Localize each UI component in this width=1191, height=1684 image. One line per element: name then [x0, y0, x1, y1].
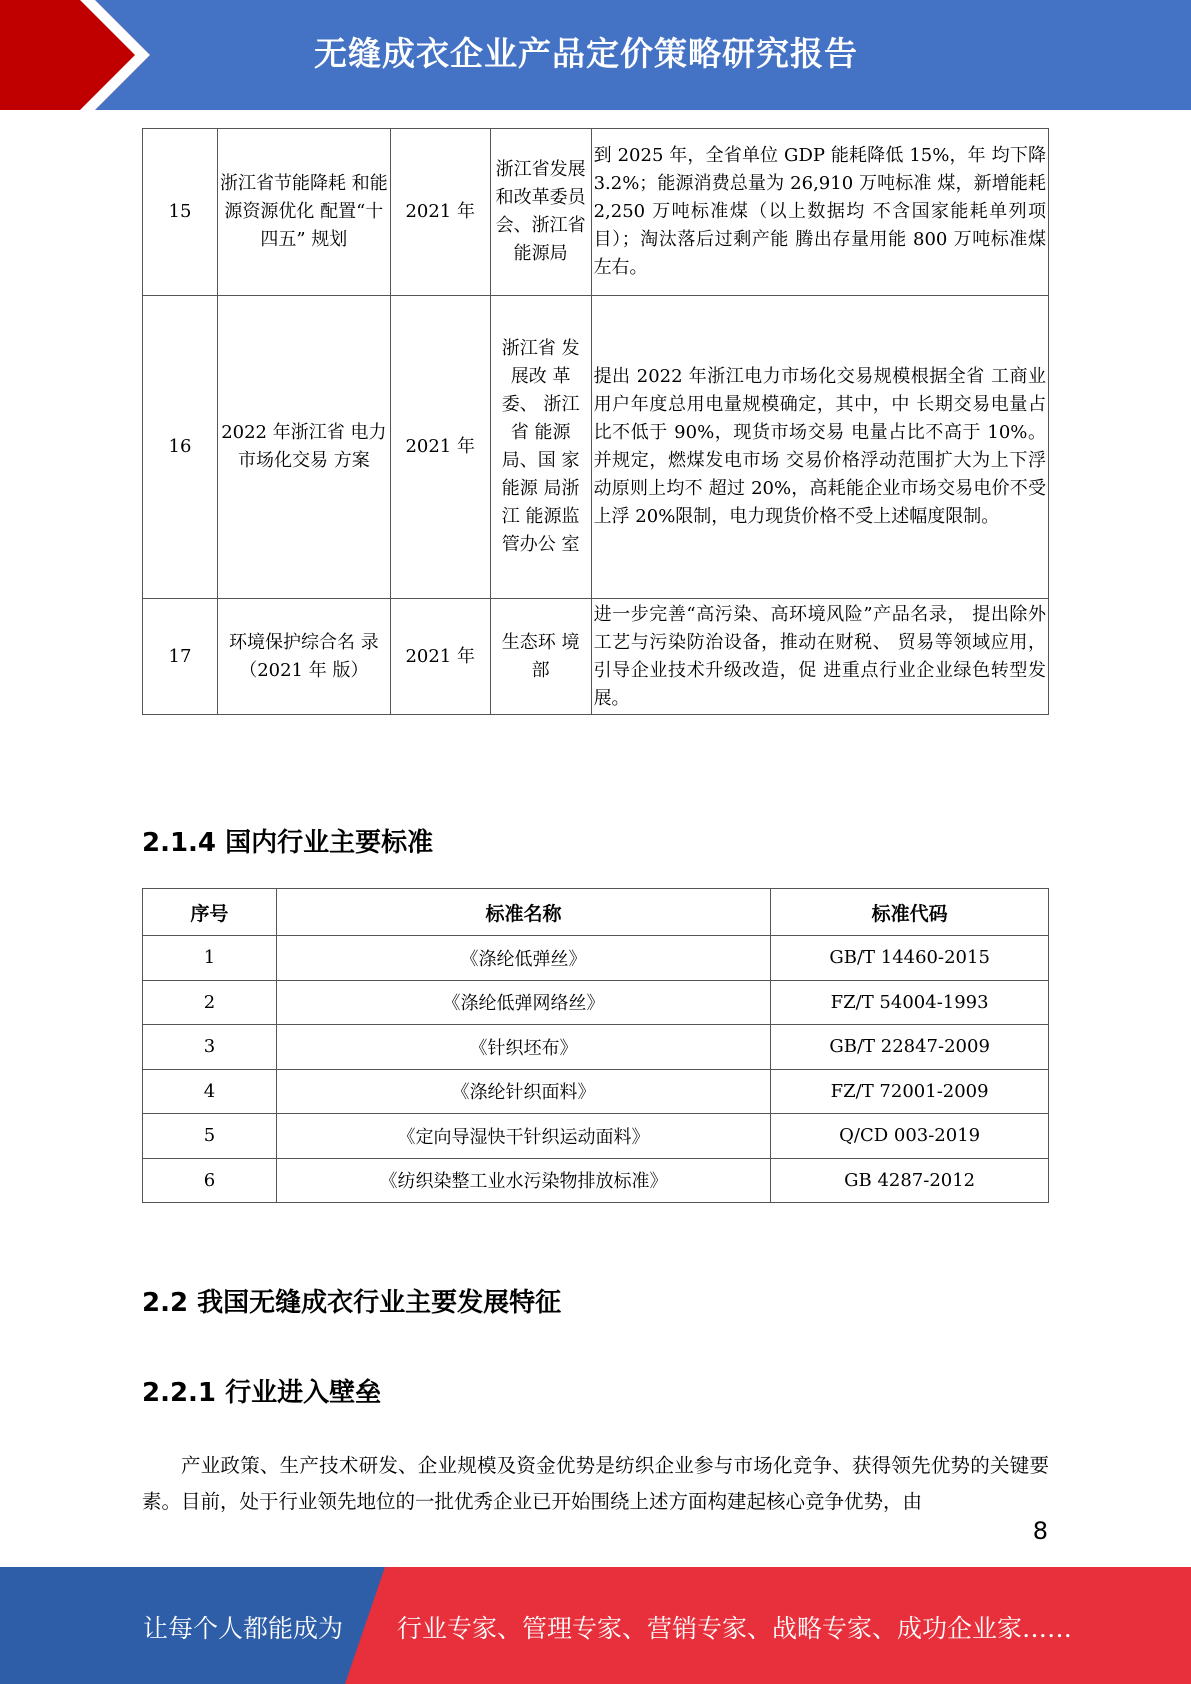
table-row: [143, 1025, 1049, 1070]
column-header-code: 标准代码: [771, 889, 1049, 936]
standard-code: FZ/T 72001-2009: [771, 1069, 1049, 1114]
standard-name: 《纺织染整工业水污染物排放标准》: [276, 1158, 770, 1203]
standard-code: FZ/T 54004-1993: [771, 980, 1049, 1025]
standard-name: 《涤纶低弹网络丝》: [276, 980, 770, 1025]
standard-number: 6: [143, 1158, 277, 1203]
page-number: 8: [1032, 1517, 1048, 1545]
policy-content: 到 2025 年，全省单位 GDP 能耗降低 15%，年 均下降 3.2%；能源消费总量为 26,910 万吨标准 煤，新增能耗 2,250 万吨标准煤（以上数据均 不含国家能耗单列项目）；淘汰落后过剩产能 腾出存量用能 800 万吨标准煤左右。: [591, 129, 1048, 296]
standard-code: GB 4287-2012: [771, 1158, 1049, 1203]
standard-number: 5: [143, 1114, 277, 1159]
footer-slogan-left: 让每个人都能成为: [143, 1614, 344, 1643]
table-row: [143, 936, 1049, 981]
table-header-row: [143, 889, 1049, 936]
section-heading-2-1-4: 2.1.4 国内行业主要标准: [142, 828, 434, 858]
standard-number: 3: [143, 1025, 277, 1070]
table-row: [143, 980, 1049, 1025]
standard-number: 4: [143, 1069, 277, 1114]
section-heading-2-2: 2.2 我国无缝成衣行业主要发展特征: [142, 1288, 562, 1318]
report-title: 无缝成衣企业产品定价策略研究报告: [314, 34, 858, 73]
standard-name: 《定向导湿快干针织运动面料》: [276, 1114, 770, 1159]
policy-table: [142, 128, 1049, 715]
table-row: [143, 129, 1049, 296]
standard-name: 《针织坯布》: [276, 1025, 770, 1070]
column-header-number: 序号: [143, 889, 277, 936]
table-row: [143, 1114, 1049, 1159]
policy-year: 2021 年: [390, 296, 490, 599]
standard-code: Q/CD 003-2019: [771, 1114, 1049, 1159]
page-header: [0, 0, 1191, 110]
policy-year: 2021 年: [390, 129, 490, 296]
row-number: 15: [143, 129, 218, 296]
page-footer: [0, 1567, 1191, 1684]
standard-name: 《涤纶针织面料》: [276, 1069, 770, 1114]
standard-number: 2: [143, 980, 277, 1025]
paragraph-text: 产业政策、生产技术研发、企业规模及资金优势是纺织企业参与市场化竞争、获得领先优势的关键要素。目前，处于行业领先地位的一批优秀企业已开始围绕上述方面构建起核心竞争优势，由: [142, 1454, 1049, 1513]
body-paragraph: [142, 1448, 1049, 1520]
policy-issuer: 浙江省发展和改革委员会、浙江省能源局: [490, 129, 591, 296]
table-row: [143, 296, 1049, 599]
policy-content: 提出 2022 年浙江电力市场化交易规模根据全省 工商业用户年度总用电量规模确定，其中，中 长期交易电量占比不低于 90%，现货市场交易 电量占比不高于 10%。并规定，燃煤发电市场 交易价格浮动范围扩大为上下浮动原则上均不 超过 20%，高耗能企业市场交易电价不受上浮 20%限制，电力现货价格不受上述幅度限制。: [591, 296, 1048, 599]
row-number: 17: [143, 599, 218, 715]
table-row: [143, 1158, 1049, 1203]
section-heading-2-2-1: 2.2.1 行业进入壁垒: [142, 1378, 382, 1408]
policy-issuer: 生态环 境部: [490, 599, 591, 715]
table-row: [143, 1069, 1049, 1114]
standard-code: GB/T 22847-2009: [771, 1025, 1049, 1070]
standard-code: GB/T 14460-2015: [771, 936, 1049, 981]
policy-name: 环境保护综合名 录（2021 年 版）: [217, 599, 390, 715]
standard-number: 1: [143, 936, 277, 981]
column-header-name: 标准名称: [276, 889, 770, 936]
policy-name: 浙江省节能降耗 和能源资源优化 配置“十四五” 规划: [217, 129, 390, 296]
table-row: [143, 599, 1049, 715]
footer-slogan-right: 行业专家、管理专家、营销专家、战略专家、成功企业家……: [397, 1614, 1073, 1643]
policy-content: 进一步完善“高污染、高环境风险”产品名录， 提出除外工艺与污染防治设备，推动在财税、 贸易等领域应用，引导企业技术升级改造，促 进重点行业企业绿色转型发展。: [591, 599, 1048, 715]
policy-name: 2022 年浙江省 电力市场化交易 方案: [217, 296, 390, 599]
header-chevron-decoration: [0, 0, 200, 110]
standard-name: 《涤纶低弹丝》: [276, 936, 770, 981]
standards-table: [142, 888, 1049, 1203]
policy-issuer: 浙江省 发展改 革委、 浙江省 能源局、国 家能源 局浙江 能源监管办公 室: [490, 296, 591, 599]
row-number: 16: [143, 296, 218, 599]
policy-year: 2021 年: [390, 599, 490, 715]
